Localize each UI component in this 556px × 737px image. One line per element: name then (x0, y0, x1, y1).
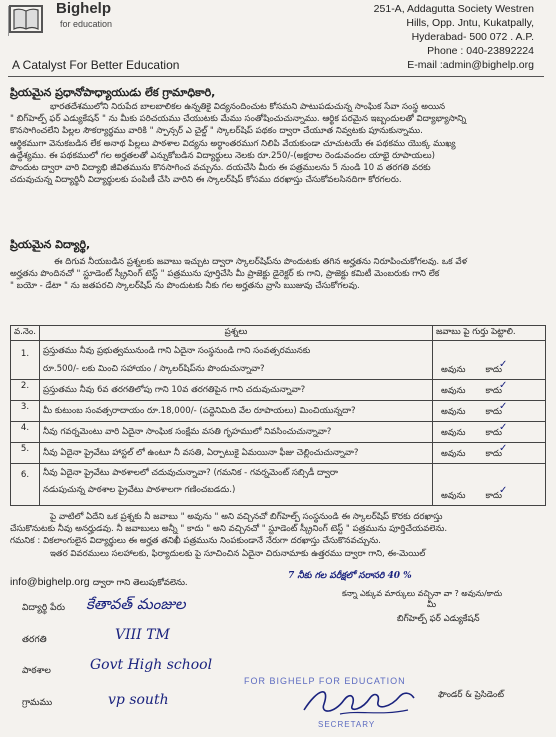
text-line: ఉద్దేశ్యము. ఈ పథకములో గల అర్హతలతో ఎన్నుకోబడిన విద్యార్థులు నెలకు రూ.250/-(అక్షరాల రెండువందల యాభై రూపాయలు) (10, 150, 435, 161)
row-number: 2. (11, 380, 40, 401)
col-answer-header: జవాబు పై గుర్తు పెట్టాలి. (433, 326, 546, 341)
answer-cell[interactable] (433, 443, 546, 464)
row-number: 3. (11, 401, 40, 422)
signature-icon (300, 680, 418, 722)
question-cell (40, 401, 433, 422)
answer-cell[interactable] (433, 341, 546, 380)
table-row (11, 401, 546, 422)
text-line: " బిగ్‌హెల్ప్ ఫర్ ఎడ్యుకేషన్ " ను మీకు పరిచయము చేయుటకు మేము సంతోషించుచున్నాము. ఆర్థిక పరమైన ఇబ్బందులతో విద్యాభ్యాసాన్ని (10, 114, 467, 125)
paragraph-student (10, 256, 546, 293)
yes-option[interactable]: అవును (441, 365, 466, 375)
no-option[interactable]: కాదు (485, 365, 502, 375)
question-line: నీవు ఏదైనా ప్రైవేటు పాఠశాలలో చదువుచున్నావా? (గమనిక - గవర్నమెంట్ సబ్సిడీ ద్వారా (43, 468, 338, 478)
paragraph-intro (10, 101, 546, 186)
handwritten-marks-note: 7 నీకు గల పరీక్షలో సరాసరి 40 % (288, 571, 412, 581)
eligibility-table (10, 325, 546, 506)
address-line: Hyderabad- 500 072 . A.P. (411, 31, 534, 43)
question-cell (40, 341, 433, 380)
question-cell (40, 443, 433, 464)
text-line: భారతదేశములోని నిరుపేద బాలబాలికల ఉన్నతికై విద్యనందించుట కోసమని పాటుపడుచున్న సాంఘిక సేవా సంస్థ అయిన (50, 102, 446, 112)
question-line: నడుపుచున్న పాఠశాల ప్రైవేటు పాఠశాలగా గణించబడదు.) (43, 485, 236, 495)
question-line: నీవు ఏదైనా ప్రైవేటు హాస్టల్ లో ఉంటూ నీ వసతి, ఏర్పాటుకై ఏమయినా ఫీజు చెల్లించుచున్నావా? (43, 448, 359, 458)
no-option[interactable]: కాదు (485, 386, 502, 396)
col-number-header: వ.నెం. (11, 326, 40, 341)
school-label: పాఠశాల (22, 666, 51, 676)
checkmark-icon: ✓ (499, 380, 508, 391)
table-row (11, 443, 546, 464)
question-line: ప్రస్తుతము నీవు 6వ తరగతిలోపు గాని 10వ తరగతిపైన గాని చదువుచున్నావా? (43, 385, 306, 395)
contact-text: ద్వారా గాని తెలుపుకోవలెను. (92, 578, 188, 588)
question-line: మీ కుటుంబ సంవత్సరాదాయం రూ.18,000/- (పద్దెనిమిది వేల రూపాయలు) మించియున్నదా? (43, 406, 356, 416)
checkmark-icon: ✓ (499, 422, 508, 433)
table-header-row (11, 326, 546, 341)
question-cell (40, 380, 433, 401)
no-option[interactable]: కాదు (485, 428, 502, 438)
text-line: అర్హతను పొందినచో " స్టూడెంట్ స్క్రీనింగ్ టెస్ట్ " పత్రమును పూర్తిచేసి మీ ప్రాజెక్టు డైరెక్టర్ కు గాని, ప్రాజెక్టు కమిటీ మెంబరుకు గాని లేక (10, 269, 440, 280)
brand-name: Bighelp (56, 0, 111, 17)
tagline: A Catalyst For Better Education (12, 58, 180, 72)
village-value[interactable]: vp south (108, 692, 169, 708)
salutation-student: ప్రియమైన విద్యార్థి, (10, 238, 91, 251)
book-logo-icon (8, 2, 44, 36)
question-cell (40, 464, 433, 506)
col-question-header: ప్రశ్నలు (40, 326, 433, 341)
organization-stamp: FOR BIGHELP FOR EDUCATION (244, 676, 406, 686)
checkmark-icon: ✓ (499, 401, 508, 412)
checkmark-icon: ✓ (499, 359, 508, 370)
yes-option[interactable]: అవును (441, 428, 466, 438)
text-line: పొందుట ద్వారా వారి విద్యాభి జీవితమును కొనసాగించ వచ్చును. దయచేసి మీరు ఈ పత్రములను 5 నుండి 10 వ తరగతి వరకు (10, 163, 431, 174)
checkmark-icon: ✓ (499, 485, 508, 496)
contact-line (10, 576, 188, 590)
row-number: 4. (11, 422, 40, 443)
table-row (11, 341, 546, 380)
phone-line: Phone : 040-23892224 (427, 45, 534, 57)
answer-cell[interactable] (433, 464, 546, 506)
table-row (11, 422, 546, 443)
address-line: 251-A, Addagutta Society Westren (373, 3, 534, 15)
text-line: చదువుచున్న విద్యార్థినీ విద్యార్థులకు పంపిణీ చేసి వారిని ఈ స్కాలర్‌షిప్ కోసము దరఖాస్తు చేసుకోవలసినదిగా కోరగలరు. (10, 175, 402, 186)
organization-name: బిగ్‌హెల్ప్ ఫర్ ఎడ్యుకేషన్ (397, 614, 480, 624)
closing-yours: మీ (427, 600, 437, 610)
question-cell (40, 422, 433, 443)
yes-option[interactable]: అవును (441, 449, 466, 459)
answer-cell[interactable] (433, 401, 546, 422)
text-line: కొనసాగించలేని పిల్లల సౌకర్యార్థము వారికి " స్పాన్సర్ ఎ చైల్డ్ " స్కాలర్‌షిప్ పథకం ద్వారా చేయూత నివ్వటకు పూనుకున్నాము. (10, 126, 423, 137)
class-label: తరగతి (22, 635, 47, 645)
checkmark-icon: ✓ (499, 443, 508, 454)
secretary-stamp: SECRETARY (318, 720, 376, 729)
text-line: పై వాటిలో ఏదేని ఒక ప్రశ్నకు నీ జవాబు " అవును " అని వచ్చినచో బిగ్‌హెల్ప్ సంస్థనుండి ఈ స్కాలర్‌షిప్ కొరకు దరఖాస్తు (50, 512, 443, 522)
marks-question: కన్నా ఎక్కువ మార్కులు వచ్చినా వా ? అవును/కాదు (342, 589, 503, 598)
row-number: 1. (11, 341, 40, 380)
no-option[interactable]: కాదు (485, 491, 502, 501)
question-line: రూ.500/- లకు మించి సహాయం / స్కాలర్‌షిప్‌ను పొందుచున్నావా? (43, 364, 265, 374)
student-name-value[interactable]: కేతావత్ మంజుల (86, 595, 186, 613)
class-value[interactable]: VIII TM (115, 627, 170, 643)
yes-option[interactable]: అవును (441, 407, 466, 417)
email-line[interactable]: E-mail :admin@bighelp.org (407, 59, 534, 71)
text-line: " బయో - డేటా " ను జతపరచి స్కాలర్‌షిప్ ను పొందుటకు నీకు గల అర్హతను వ్రాసి ఋజువు చేసుకోగలవు. (10, 281, 360, 292)
founder-title: ఫౌండర్ & ప్రెసిడెంట్ (438, 690, 504, 700)
text-line: ఈ దిగువ నీయబడిన ప్రశ్నలకు జవాబు ఇచ్చుట ద్వారా స్కాలర్‌షిప్‌ను పొందుటకు తగిన అర్హతను నిరూపించుకోగలవు. ఒక వేళ (54, 257, 468, 267)
address-block (374, 2, 534, 72)
question-line: నీవు గవర్నమెంటు వారి ఏదైనా సాంఘిక సంక్షేమ వసతి గృహములో నివసించుచున్నావా? (43, 427, 332, 437)
school-value[interactable]: Govt High school (90, 657, 213, 673)
table-row (11, 464, 546, 506)
text-line: చేసుకొనుటకు నీవు అనర్హుడవు. నీ జవాబులు అన్నీ " కాదు " అని వచ్చినచో " స్టూడెంట్ స్క్రీనింగ్ టెస్ట్ " పత్రమును పూర్తిచేయవలెను. (10, 524, 448, 535)
no-option[interactable]: కాదు (485, 449, 502, 459)
note-line: గమనిక : వికలాంగులైన విద్యార్థులు ఈ అర్హత తనిఖీ పత్రమును నింపకుండానే నేరుగా దరఖాస్తు చేసుకొనవచ్చును. (10, 536, 381, 547)
table-row (11, 380, 546, 401)
text-line: ఆర్థికముగా వెనుకబడిన లేక అనాథ పిల్లలు పాఠశాల విద్యను అర్థాంతరముగ నిలిపి వేయకుండా చూచుటయే ఈ పథకము యొక్క ముఖ్య (10, 138, 456, 149)
row-number: 5. (11, 443, 40, 464)
contact-email-link[interactable]: info@bighelp.org (10, 576, 90, 588)
instructions-block (10, 511, 546, 560)
brand-subtitle: for education (60, 19, 113, 29)
no-option[interactable]: కాదు (485, 407, 502, 417)
salutation-headmaster: ప్రియమైన ప్రధానోపాధ్యాయుడు లేక గ్రామాధికారి, (10, 86, 216, 99)
header-divider (8, 76, 544, 77)
text-line: ఇతర వివరములు సలహాలకు, ఫిర్యాదులకు పై సూచించిన ఏదైనా చిరునామాకు ఉత్తరము ద్వారా గాని, ఈ-మెయిల్ (50, 548, 426, 559)
address-line: Hills, Opp. Jntu, Kukatpally, (406, 17, 534, 29)
village-label: గ్రామము (22, 698, 53, 708)
yes-option[interactable]: అవును (441, 491, 466, 501)
answer-cell[interactable] (433, 422, 546, 443)
question-line: ప్రస్తుతము నీవు ప్రభుత్వమునుండి గాని ఏదైనా సంస్థనుండి గాని సంవత్సరమునకు (43, 346, 311, 356)
answer-cell[interactable] (433, 380, 546, 401)
row-number: 6. (11, 464, 40, 506)
yes-option[interactable]: అవును (441, 386, 466, 396)
student-name-label: విద్యార్థి పేరు (22, 603, 65, 613)
